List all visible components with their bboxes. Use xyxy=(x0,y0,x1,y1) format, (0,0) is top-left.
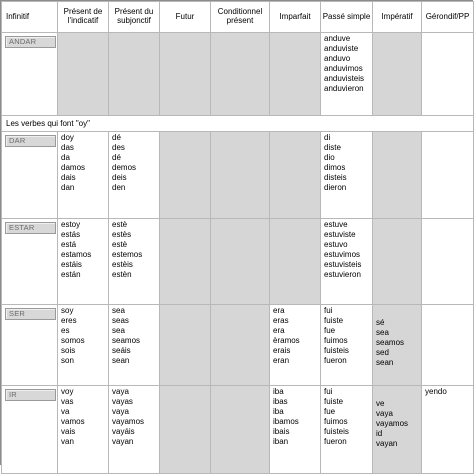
form-3: da xyxy=(61,152,70,162)
form-2: estás xyxy=(61,229,81,239)
form-4: seamos xyxy=(112,335,141,345)
form-6: vayan xyxy=(112,436,134,446)
infinitive-cell xyxy=(2,305,58,386)
conditionnel-cell xyxy=(211,386,270,474)
futur-cell xyxy=(160,132,211,219)
header-gerondif: Gérondif/PP xyxy=(422,2,474,33)
subjonctif-cell xyxy=(109,132,160,219)
conjugation-table xyxy=(1,1,474,474)
forms-list xyxy=(109,132,159,192)
form-6: dan xyxy=(61,182,75,192)
form-3: fue xyxy=(324,325,336,335)
form-3: anduvo xyxy=(324,53,351,63)
form-1: sea xyxy=(112,306,125,315)
gerondif-cell xyxy=(422,305,474,386)
form-1: dé xyxy=(112,133,121,142)
form-1: yendo xyxy=(425,387,447,396)
passe-simple-cell xyxy=(321,33,373,116)
form-4: fuimos xyxy=(324,416,348,426)
forms-list xyxy=(321,33,372,93)
section-row xyxy=(2,116,474,132)
futur-cell xyxy=(160,33,211,116)
form-6: iban xyxy=(273,436,289,446)
form-5: sean xyxy=(376,357,394,367)
form-3: dé xyxy=(112,152,121,162)
header-conditionnel: Conditionnel présent xyxy=(211,2,270,33)
forms-list xyxy=(321,386,372,446)
form-5: deis xyxy=(112,172,127,182)
form-1: voy xyxy=(61,387,74,396)
form-3: estè xyxy=(112,239,128,249)
infinitive-label: ESTAR xyxy=(5,222,56,234)
form-6: dieron xyxy=(324,182,347,192)
form-1: doy xyxy=(61,133,74,142)
form-4: estemos xyxy=(112,249,143,259)
form-2: ibas xyxy=(273,396,288,406)
form-3: era xyxy=(273,325,285,335)
form-2: fuiste xyxy=(324,396,344,406)
form-1: soy xyxy=(61,306,74,315)
form-5: ibais xyxy=(273,426,290,436)
form-3: está xyxy=(61,239,77,249)
imparfait-cell xyxy=(270,33,321,116)
form-3: va xyxy=(61,406,70,416)
forms-list xyxy=(321,132,372,192)
verb-row-ser xyxy=(2,305,474,386)
forms-list xyxy=(321,305,372,365)
form-5: estèis xyxy=(112,259,133,269)
form-4: estamos xyxy=(61,249,92,259)
indicatif-cell xyxy=(58,219,109,305)
form-1: anduve xyxy=(324,34,351,43)
forms-list xyxy=(58,219,108,279)
subjonctif-cell xyxy=(109,219,160,305)
form-4: sed xyxy=(376,347,389,357)
form-6: anduvieron xyxy=(324,83,364,93)
form-2: seas xyxy=(112,315,129,325)
form-6: van xyxy=(61,436,74,446)
header-passe-simple: Passé simple xyxy=(321,2,373,33)
imparfait-cell xyxy=(270,386,321,474)
conditionnel-cell xyxy=(211,33,270,116)
form-5: estáis xyxy=(61,259,82,269)
form-6: fueron xyxy=(324,355,347,365)
form-3: seamos xyxy=(376,337,405,347)
form-6: están xyxy=(61,269,81,279)
imparfait-cell xyxy=(270,219,321,305)
form-4: estuvimos xyxy=(324,249,361,259)
form-4: damos xyxy=(61,162,86,172)
verb-row-estar xyxy=(2,219,474,305)
form-6: den xyxy=(112,182,126,192)
infinitive-cell xyxy=(2,33,58,116)
form-5: estuvisteis xyxy=(324,259,362,269)
infinitive-label: ANDAR xyxy=(5,36,56,48)
forms-list xyxy=(373,386,421,449)
imperatif-cell xyxy=(373,386,422,474)
form-3: dio xyxy=(324,152,335,162)
subjonctif-cell xyxy=(109,305,160,386)
form-2: anduviste xyxy=(324,43,359,53)
verb-row-dar xyxy=(2,132,474,219)
form-2: eras xyxy=(273,315,289,325)
form-1: iba xyxy=(273,387,284,396)
form-5: vais xyxy=(61,426,76,436)
subjonctif-cell xyxy=(109,33,160,116)
gerondif-cell xyxy=(422,132,474,219)
forms-list xyxy=(270,305,320,365)
form-2: vas xyxy=(61,396,74,406)
futur-cell xyxy=(160,305,211,386)
form-6: son xyxy=(61,355,74,365)
imperatif-cell xyxy=(373,33,422,116)
form-5: disteis xyxy=(324,172,347,182)
form-5: vayáis xyxy=(112,426,135,436)
section-label: Les verbes qui font "oy" xyxy=(2,116,474,132)
form-3: vayamos xyxy=(376,418,409,428)
header-imparfait: Imparfait xyxy=(270,2,321,33)
form-6: estèn xyxy=(112,269,132,279)
form-4: id xyxy=(376,428,383,438)
futur-cell xyxy=(160,219,211,305)
forms-list xyxy=(109,386,159,446)
passe-simple-cell xyxy=(321,132,373,219)
header-infinitif: Infinitif xyxy=(2,2,58,33)
form-1: estè xyxy=(112,220,128,229)
form-6: estuvieron xyxy=(324,269,361,279)
form-3: vaya xyxy=(112,406,129,416)
form-5: erais xyxy=(273,345,291,355)
form-1: fui xyxy=(324,387,333,396)
form-1: di xyxy=(324,133,331,142)
header-subjonctif: Présent du subjonctif xyxy=(109,2,160,33)
infinitive-label: DAR xyxy=(5,135,56,147)
form-2: estès xyxy=(112,229,132,239)
indicatif-cell xyxy=(58,305,109,386)
infinitive-cell xyxy=(2,386,58,474)
infinitive-cell xyxy=(2,132,58,219)
imparfait-cell xyxy=(270,305,321,386)
form-2: estuviste xyxy=(324,229,356,239)
form-1: ve xyxy=(376,399,385,408)
form-1: estoy xyxy=(61,220,81,229)
futur-cell xyxy=(160,386,211,474)
form-2: sea xyxy=(376,327,389,337)
passe-simple-cell xyxy=(321,219,373,305)
forms-list xyxy=(109,305,159,365)
form-5: vayan xyxy=(376,438,398,448)
form-1: vaya xyxy=(112,387,129,396)
form-3: estuvo xyxy=(324,239,348,249)
passe-simple-cell xyxy=(321,386,373,474)
form-5: dais xyxy=(61,172,76,182)
form-3: iba xyxy=(273,406,284,416)
infinitive-cell xyxy=(2,219,58,305)
form-4: demos xyxy=(112,162,137,172)
imperatif-cell xyxy=(373,219,422,305)
form-4: èramos xyxy=(273,335,300,345)
forms-list xyxy=(58,305,108,365)
form-2: diste xyxy=(324,142,341,152)
indicatif-cell xyxy=(58,132,109,219)
form-3: sea xyxy=(112,325,125,335)
form-5: seáis xyxy=(112,345,131,355)
form-2: das xyxy=(61,142,74,152)
form-5: sois xyxy=(61,345,76,355)
conditionnel-cell xyxy=(211,219,270,305)
form-4: vayamos xyxy=(112,416,145,426)
form-4: ibamos xyxy=(273,416,299,426)
gerondif-cell xyxy=(422,33,474,116)
gerondif-cell xyxy=(422,386,474,474)
form-6: fueron xyxy=(324,436,347,446)
form-5: anduvisteis xyxy=(324,73,365,83)
forms-list xyxy=(109,219,159,279)
form-2: vayas xyxy=(112,396,133,406)
form-1: sé xyxy=(376,318,385,327)
form-3: es xyxy=(61,325,70,335)
form-6: sean xyxy=(112,355,130,365)
form-1: era xyxy=(273,306,285,315)
infinitive-label: SER xyxy=(5,308,56,320)
verb-row-ir xyxy=(2,386,474,474)
form-5: fuisteis xyxy=(324,345,349,355)
imperatif-cell xyxy=(373,132,422,219)
form-1: fui xyxy=(324,306,333,315)
infinitive-label: IR xyxy=(5,389,56,401)
form-3: fue xyxy=(324,406,336,416)
form-5: fuisteis xyxy=(324,426,349,436)
indicatif-cell xyxy=(58,386,109,474)
form-4: somos xyxy=(61,335,85,345)
forms-list xyxy=(373,305,421,368)
gerondif-cell xyxy=(422,219,474,305)
header-futur: Futur xyxy=(160,2,211,33)
forms-list xyxy=(270,386,320,446)
passe-simple-cell xyxy=(321,305,373,386)
form-4: anduvimos xyxy=(324,63,363,73)
conditionnel-cell xyxy=(211,305,270,386)
conditionnel-cell xyxy=(211,132,270,219)
form-2: des xyxy=(112,142,125,152)
header-indicatif: Présent de l'indicatif xyxy=(58,2,109,33)
form-2: eres xyxy=(61,315,77,325)
form-4: dimos xyxy=(324,162,346,172)
header-row xyxy=(2,2,474,33)
forms-list xyxy=(321,219,372,279)
form-4: vamos xyxy=(61,416,85,426)
forms-list xyxy=(58,132,108,192)
forms-list xyxy=(422,386,473,397)
form-2: vaya xyxy=(376,408,393,418)
verb-row-andar xyxy=(2,33,474,116)
form-1: estuve xyxy=(324,220,348,229)
imparfait-cell xyxy=(270,132,321,219)
header-imperatif: Impératif xyxy=(373,2,422,33)
forms-list xyxy=(58,386,108,446)
form-6: eran xyxy=(273,355,290,365)
indicatif-cell xyxy=(58,33,109,116)
subjonctif-cell xyxy=(109,386,160,474)
imperatif-cell xyxy=(373,305,422,386)
form-2: fuiste xyxy=(324,315,344,325)
form-4: fuimos xyxy=(324,335,348,345)
